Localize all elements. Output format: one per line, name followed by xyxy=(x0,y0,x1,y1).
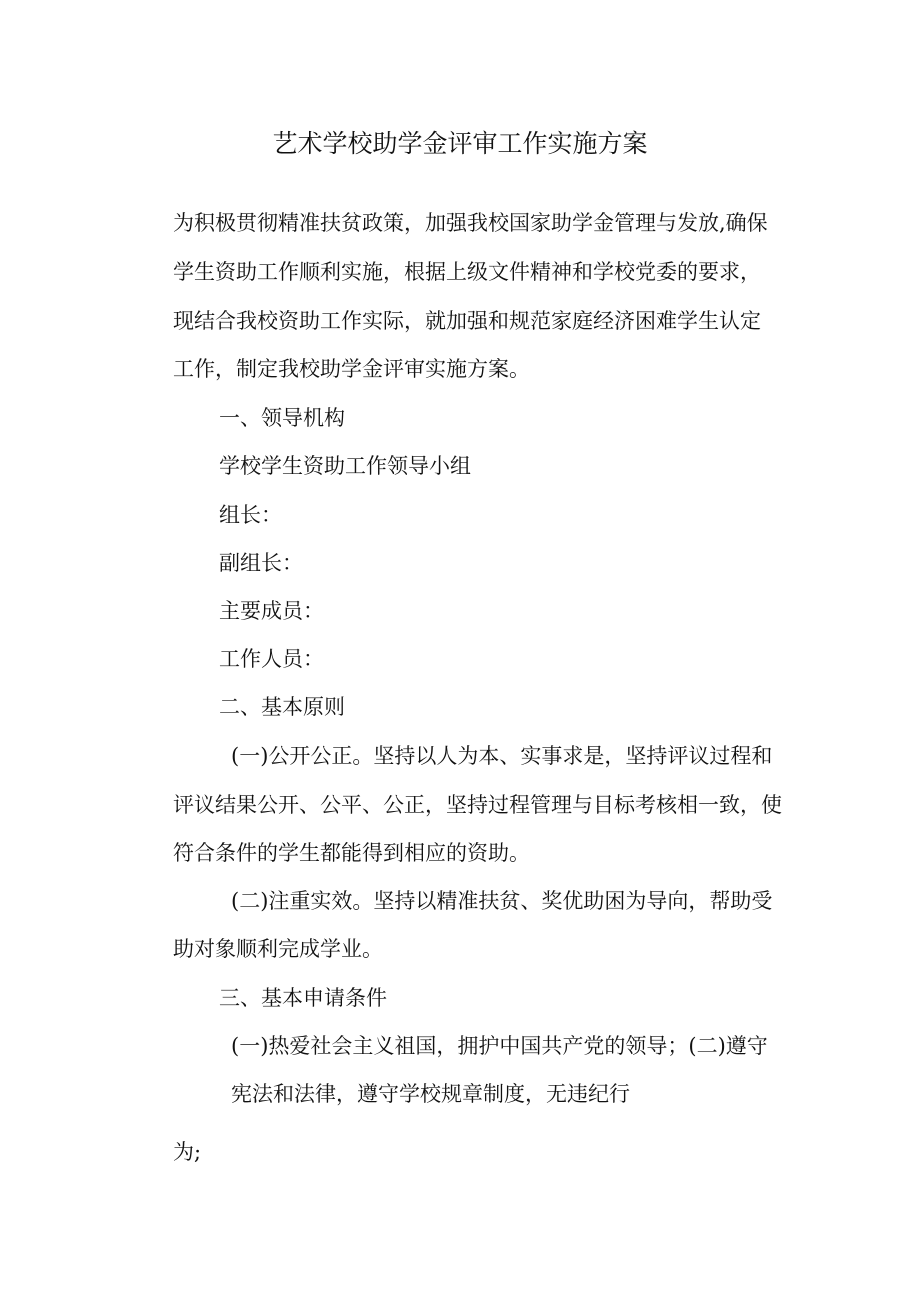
staff-label: 工作人员： xyxy=(219,647,324,671)
condition1-line-1: (一)热爱社会主义祖国，拥护中国共产党的领导；(二)遵守 xyxy=(231,1034,768,1058)
condition1-line-2: 宪法和法律，遵守学校规章制度，无违纪行 xyxy=(231,1082,630,1106)
section2-heading: 二、基本原则 xyxy=(219,695,345,719)
intro-line-4: 工作，制定我校助学金评审实施方案。 xyxy=(173,357,530,381)
leader-label: 组长： xyxy=(219,503,282,527)
principle1-line-2: 评议结果公开、公平、公正，坚持过程管理与目标考核相一致，使 xyxy=(173,793,782,817)
deputy-leader-label: 副组长： xyxy=(219,551,303,575)
principle2-line-2: 助对象顺利完成学业。 xyxy=(173,937,383,961)
section3-heading: 三、基本申请条件 xyxy=(219,986,387,1010)
document-title: 艺术学校助学金评审工作实施方案 xyxy=(272,129,648,158)
main-members-label: 主要成员： xyxy=(219,599,324,623)
principle1-line-3: 符合条件的学生都能得到相应的资助。 xyxy=(173,841,530,865)
leadership-group-name: 学校学生资助工作领导小组 xyxy=(219,454,471,478)
intro-line-1: 为积极贯彻精准扶贫政策，加强我校国家助学金管理与发放,确保 xyxy=(173,211,768,235)
section1-heading: 一、领导机构 xyxy=(219,406,345,430)
principle2-line-1: (二)注重实效。坚持以精准扶贫、奖优助困为导向，帮助受 xyxy=(231,889,773,913)
intro-line-2: 学生资助工作顺利实施，根据上级文件精神和学校党委的要求， xyxy=(173,260,761,284)
principle1-line-1: (一)公开公正。坚持以人为本、实事求是，坚持评议过程和 xyxy=(231,744,773,768)
condition1-line-3: 为; xyxy=(173,1140,202,1164)
intro-line-3: 现结合我校资助工作实际，就加强和规范家庭经济困难学生认定 xyxy=(173,309,761,333)
